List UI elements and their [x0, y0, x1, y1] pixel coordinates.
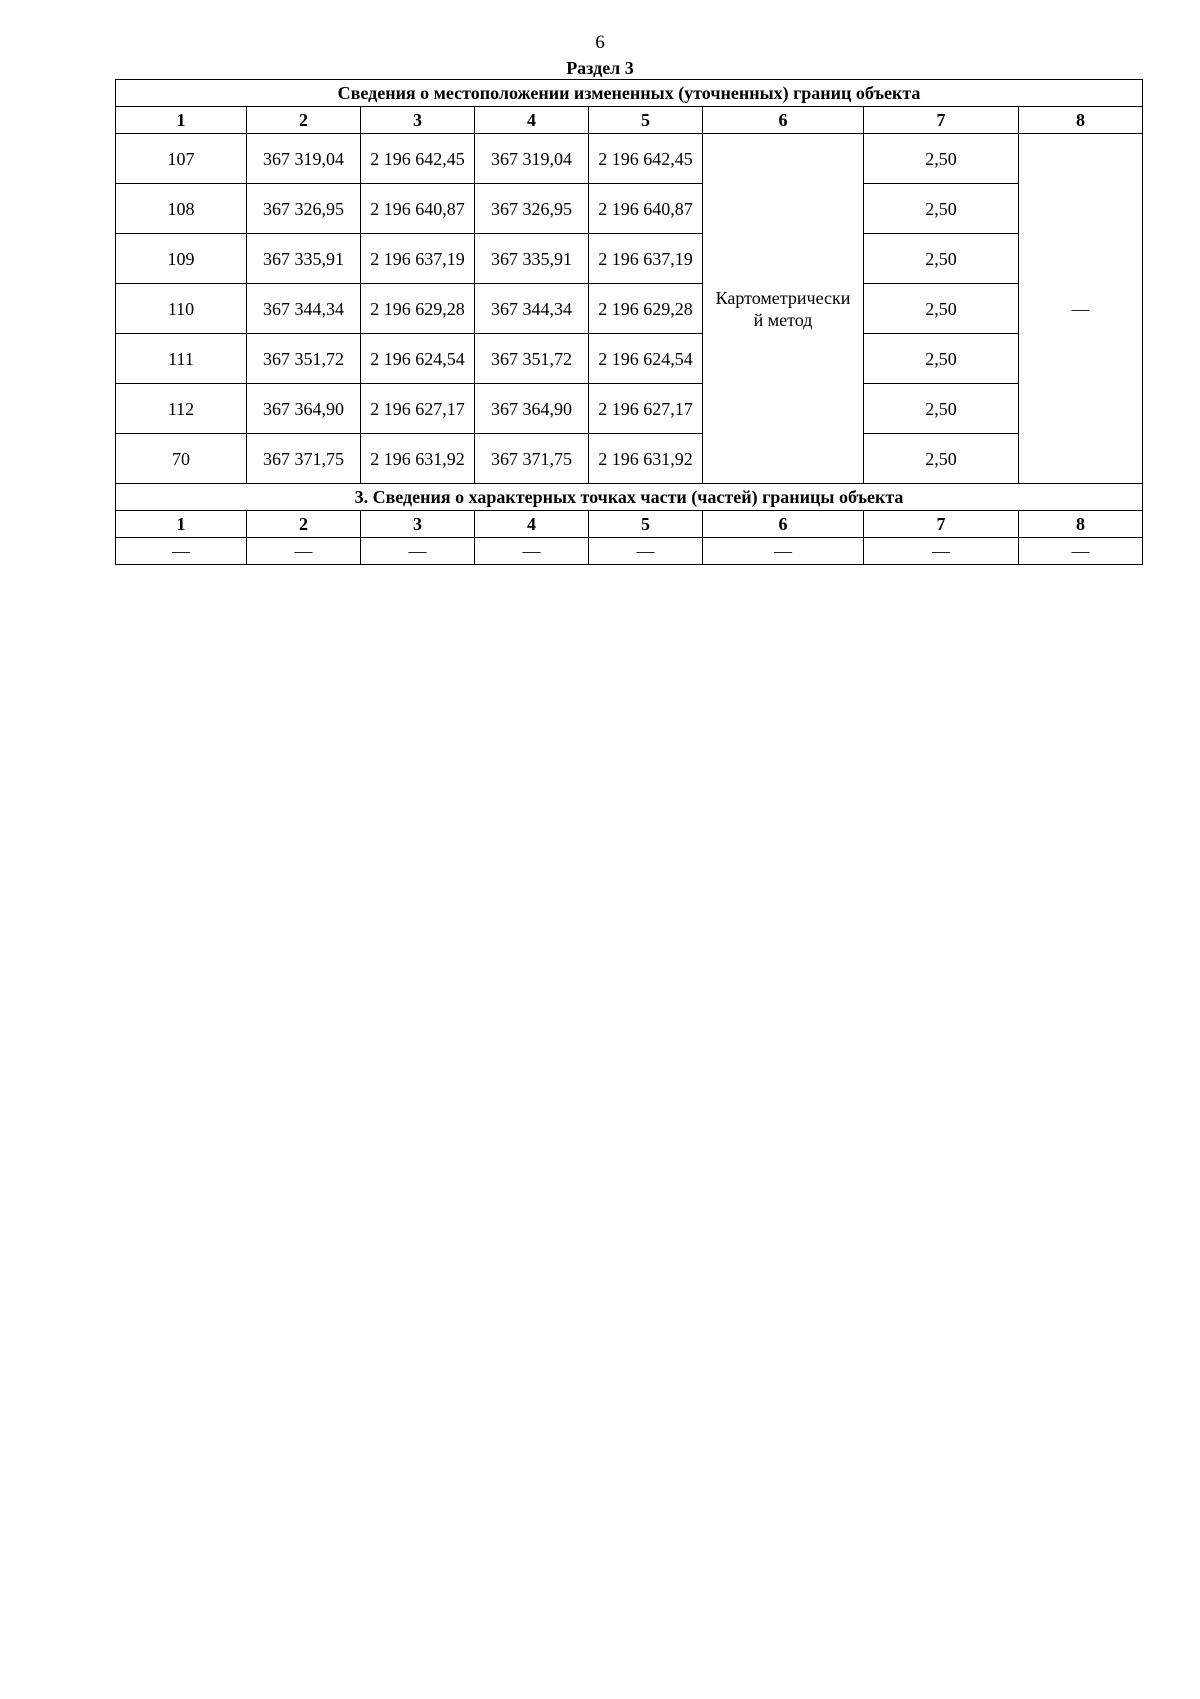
column-number: 6 [703, 511, 864, 538]
x-new: 367 351,72 [475, 334, 589, 384]
section-title: Раздел 3 [566, 58, 634, 78]
page-number: 6 [595, 32, 605, 53]
y-existing: 2 196 640,87 [361, 184, 475, 234]
table-caption: Сведения о местоположении измененных (уточненных) границ объекта [116, 80, 1143, 107]
point-number: 112 [116, 384, 247, 434]
point-number: 70 [116, 434, 247, 484]
point-number: 107 [116, 134, 247, 184]
column-number: 5 [589, 511, 703, 538]
column-number: 1 [116, 511, 247, 538]
parts-empty-row [116, 538, 1143, 565]
table-row [116, 334, 1143, 384]
empty-cell: — [475, 538, 589, 565]
point-number: 111 [116, 334, 247, 384]
x-new: 367 371,75 [475, 434, 589, 484]
description-cell: — [1019, 134, 1143, 484]
x-existing: 367 335,91 [247, 234, 361, 284]
column-number: 5 [589, 107, 703, 134]
empty-cell: — [703, 538, 864, 565]
y-existing: 2 196 627,17 [361, 384, 475, 434]
column-number: 4 [475, 107, 589, 134]
empty-cell: — [361, 538, 475, 565]
column-number-row [116, 107, 1143, 134]
accuracy: 2,50 [864, 234, 1019, 284]
accuracy: 2,50 [864, 184, 1019, 234]
column-number: 7 [864, 107, 1019, 134]
x-new: 367 364,90 [475, 384, 589, 434]
y-new: 2 196 629,28 [589, 284, 703, 334]
boundary-table [115, 79, 1143, 565]
point-number: 109 [116, 234, 247, 284]
empty-cell: — [589, 538, 703, 565]
empty-cell: — [864, 538, 1019, 565]
x-existing: 367 351,72 [247, 334, 361, 384]
column-number: 3 [361, 107, 475, 134]
column-number: 8 [1019, 107, 1143, 134]
accuracy: 2,50 [864, 134, 1019, 184]
accuracy: 2,50 [864, 434, 1019, 484]
table-row [116, 134, 1143, 184]
x-existing: 367 326,95 [247, 184, 361, 234]
x-new: 367 319,04 [475, 134, 589, 184]
column-number: 1 [116, 107, 247, 134]
y-existing: 2 196 631,92 [361, 434, 475, 484]
y-new: 2 196 640,87 [589, 184, 703, 234]
method-text: Картометрически й метод [715, 287, 851, 330]
table-caption-row [116, 80, 1143, 107]
y-existing: 2 196 624,54 [361, 334, 475, 384]
y-new: 2 196 624,54 [589, 334, 703, 384]
y-existing: 2 196 642,45 [361, 134, 475, 184]
parts-column-number-row [116, 511, 1143, 538]
x-new: 367 326,95 [475, 184, 589, 234]
y-existing: 2 196 637,19 [361, 234, 475, 284]
x-new: 367 344,34 [475, 284, 589, 334]
accuracy: 2,50 [864, 284, 1019, 334]
table-row [116, 284, 1143, 334]
table-row [116, 384, 1143, 434]
y-new: 2 196 627,17 [589, 384, 703, 434]
empty-cell: — [247, 538, 361, 565]
x-existing: 367 344,34 [247, 284, 361, 334]
table-row [116, 234, 1143, 284]
y-new: 2 196 637,19 [589, 234, 703, 284]
point-number: 108 [116, 184, 247, 234]
empty-cell: — [116, 538, 247, 565]
column-number: 8 [1019, 511, 1143, 538]
x-existing: 367 371,75 [247, 434, 361, 484]
parts-caption: 3. Сведения о характерных точках части (частей) границы объекта [116, 484, 1143, 511]
column-number: 6 [703, 107, 864, 134]
column-number: 2 [247, 511, 361, 538]
x-existing: 367 364,90 [247, 384, 361, 434]
accuracy: 2,50 [864, 334, 1019, 384]
y-existing: 2 196 629,28 [361, 284, 475, 334]
parts-caption-row [116, 484, 1143, 511]
column-number: 7 [864, 511, 1019, 538]
x-existing: 367 319,04 [247, 134, 361, 184]
column-number: 2 [247, 107, 361, 134]
x-new: 367 335,91 [475, 234, 589, 284]
method-cell [703, 134, 864, 484]
table-row [116, 184, 1143, 234]
column-number: 3 [361, 511, 475, 538]
accuracy: 2,50 [864, 384, 1019, 434]
y-new: 2 196 631,92 [589, 434, 703, 484]
empty-cell: — [1019, 538, 1143, 565]
y-new: 2 196 642,45 [589, 134, 703, 184]
table-row [116, 434, 1143, 484]
column-number: 4 [475, 511, 589, 538]
point-number: 110 [116, 284, 247, 334]
